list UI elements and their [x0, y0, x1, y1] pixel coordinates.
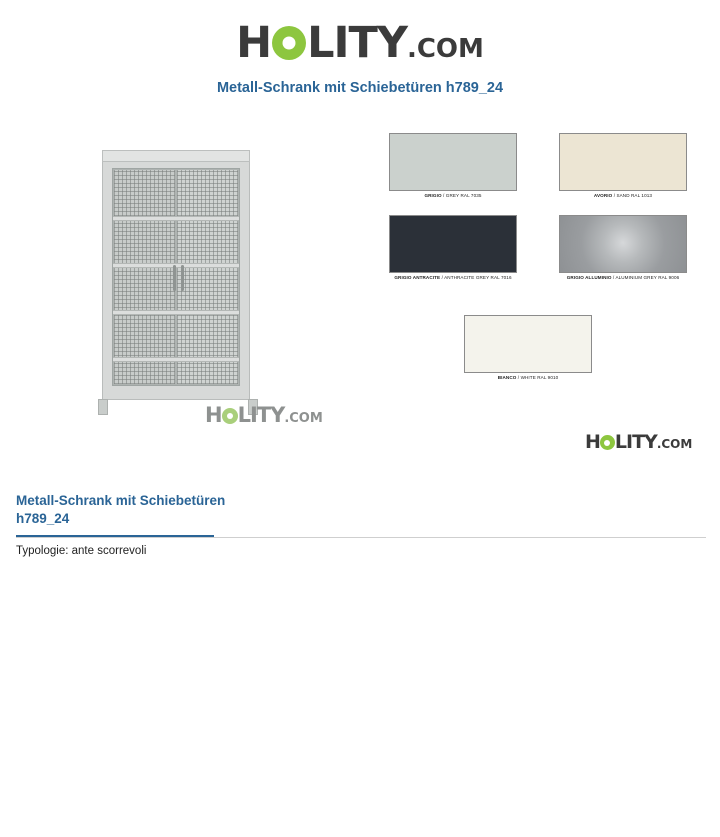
swatch-caption — [464, 375, 592, 381]
cabinet-foot-left — [98, 399, 108, 415]
logo-letter-h: H — [585, 431, 600, 453]
swatch-chip-grigio-alluminio[interactable] — [559, 215, 687, 273]
logo-word: LITY — [614, 431, 657, 453]
swatch-separator: / — [612, 193, 617, 198]
swatch-separator: / — [611, 275, 616, 280]
product-info-block — [16, 492, 706, 557]
swatch-chip-grigio[interactable] — [389, 133, 517, 191]
color-swatch[interactable] — [389, 133, 517, 199]
swatch-translation: GREY RAL 7035 — [445, 193, 482, 198]
swatch-separator: / — [440, 275, 445, 280]
product-name-line1: Metall-Schrank mit Schiebetüren — [16, 493, 226, 508]
swatch-chip-bianco[interactable] — [464, 315, 592, 373]
swatch-name: GRIGIO ANTRACITE — [394, 275, 441, 280]
swatch-translation: ANTHRACITE GREY RAL 7016 — [444, 275, 512, 280]
cabinet-top-panel — [102, 150, 250, 162]
product-name — [16, 492, 706, 528]
swatch-separator: / — [516, 375, 521, 380]
product-name-line2: h789_24 — [16, 511, 70, 527]
product-image — [18, 125, 368, 435]
color-swatch[interactable] — [464, 315, 592, 381]
logo-letter-h: H — [236, 18, 272, 68]
logo-letter-h: H — [205, 403, 222, 427]
swatch-caption — [389, 275, 517, 281]
cabinet-handle — [173, 265, 176, 291]
spec-value: ante scorrevoli — [71, 545, 147, 558]
color-swatch[interactable] — [389, 215, 517, 281]
image-watermark-logo — [205, 405, 323, 427]
swatch-translation: ALUMINIUM GREY RAL 9006 — [615, 275, 680, 280]
logo-ring-icon — [600, 435, 615, 450]
cabinet-door-left — [113, 169, 176, 385]
cabinet-shelf — [113, 216, 239, 221]
logo-word: LITY — [307, 18, 407, 68]
swatch-translation: WHITE RAL 9010 — [520, 375, 559, 380]
holity-logo-corner — [585, 433, 692, 452]
logo-domain: .COM — [284, 411, 323, 426]
swatch-name: GRIGIO — [424, 193, 442, 198]
swatch-separator: / — [441, 193, 446, 198]
cabinet-handle — [181, 265, 184, 291]
cabinet-door-right — [176, 169, 239, 385]
spec-row — [16, 545, 706, 557]
swatch-chip-grigio-antracite[interactable] — [389, 215, 517, 273]
swatch-chip-avorio[interactable] — [559, 133, 687, 191]
logo-domain: .COM — [406, 34, 484, 64]
swatch-caption — [559, 275, 687, 281]
swatch-name: GRIGIO ALLUMINIO — [566, 275, 612, 280]
color-swatch[interactable] — [559, 215, 687, 281]
color-swatch[interactable] — [559, 133, 687, 199]
cabinet-mesh-doors — [112, 168, 240, 386]
page-title: Metall-Schrank mit Schiebetüren h789_24 — [216, 80, 504, 96]
header-logo — [0, 18, 720, 68]
logo-ring-icon — [222, 408, 238, 424]
holity-logo-watermark — [205, 405, 323, 426]
cabinet-shelf — [113, 357, 239, 362]
swatch-name: AVORIO — [593, 193, 613, 198]
cabinet-shelf — [113, 310, 239, 315]
spec-label: Typologie: — [16, 545, 69, 558]
swatch-translation: SAND RAL 1013 — [616, 193, 653, 198]
holity-logo — [236, 18, 484, 68]
logo-domain: .COM — [656, 437, 693, 451]
logo-ring-icon — [272, 26, 306, 60]
logo-word: LITY — [237, 403, 285, 427]
swatch-caption — [389, 193, 517, 199]
swatch-caption — [559, 193, 687, 199]
swatch-name: BIANCO — [497, 375, 517, 380]
divider — [16, 537, 706, 538]
cabinet-shelf — [113, 263, 239, 268]
corner-logo — [585, 433, 692, 453]
cabinet-illustration — [98, 150, 258, 415]
